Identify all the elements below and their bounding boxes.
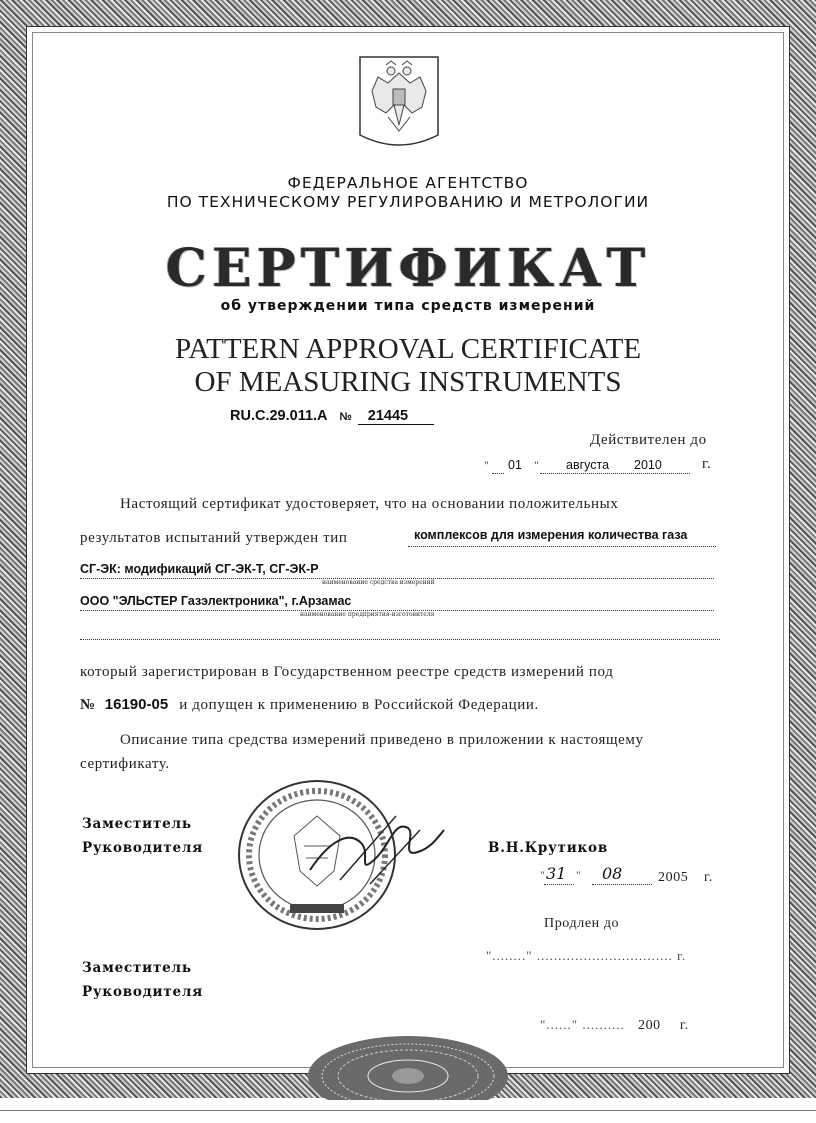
signatory-name: В.Н.Крутиков — [488, 840, 609, 856]
body-paragraph3-line2: сертификату. — [80, 756, 170, 772]
registry-line — [80, 694, 539, 714]
registry-number: 16190-05 — [104, 696, 169, 713]
body-paragraph1-line1: Настоящий сертификат удостоверяет, что на основании положительных — [120, 496, 619, 512]
second-signing-date-placeholder: "......" .......... — [540, 1017, 625, 1032]
signatory-role-line1: Заместитель — [82, 816, 192, 832]
second-signatory-role-line1: Заместитель — [82, 960, 192, 976]
caption-instrument: наименование средства измерений — [322, 579, 435, 586]
body-paragraph1-line2: результатов испытаний утвержден тип — [80, 530, 348, 546]
registry-number-sign: № — [80, 697, 96, 713]
certificate-subtitle-en-line1: PATTERN APPROVAL CERTIFICATE — [174, 333, 642, 365]
certificate-subtitle-en-line2: OF MEASURING INSTRUMENTS — [194, 366, 622, 398]
certificate-number-line — [230, 408, 434, 425]
second-signing-date — [540, 1014, 689, 1034]
agency-name-line2: ПО ТЕХНИЧЕСКОМУ РЕГУЛИРОВАНИЮ И МЕТРОЛОГИИ — [166, 193, 650, 211]
certificate-title: СЕРТИФИКАТ — [165, 238, 651, 299]
validity-year: 2010 — [634, 458, 662, 472]
signing-month: 08 — [602, 864, 623, 883]
signature-icon — [300, 800, 450, 890]
signing-day: 31 — [546, 864, 567, 883]
page-bottom-line — [0, 1110, 816, 1111]
registration-code: RU.C.29.011.A — [230, 408, 328, 424]
coat-of-arms-icon — [358, 55, 440, 155]
ornamental-rosette-icon — [305, 1030, 511, 1100]
extension-date: "........" ................................ г. — [486, 948, 687, 963]
number-sign: № — [339, 411, 352, 423]
signing-year: 2005 — [658, 870, 689, 885]
caption-manufacturer: наименование предприятия-изготовителя — [300, 611, 435, 618]
second-signing-year-suffix: г. — [679, 1018, 689, 1033]
validity-label: Действителен до — [590, 432, 707, 448]
manufacturer-name: ООО "ЭЛЬСТЕР Газэлектроника", г.Арзамас — [80, 594, 352, 608]
validity-month: августа — [566, 458, 610, 472]
validity-day: 01 — [508, 458, 522, 472]
validity-date: " 01 " августа 2010 г. — [484, 456, 712, 472]
body-paragraph2-line1: который зарегистрирован в Государственном реестре средств измерений под — [80, 664, 614, 680]
signing-date: " 31 " 08 2005 г. — [540, 864, 713, 885]
agency-name-line1: ФЕДЕРАЛЬНОЕ АГЕНТСТВО — [287, 174, 529, 192]
instrument-type-line1: комплексов для измерения количества газа — [414, 528, 688, 542]
certificate-subtitle-ru: об утверждении типа средств измерений — [220, 298, 596, 314]
second-signatory-role-line2: Руководителя — [82, 984, 203, 1000]
page-bottom — [0, 1100, 816, 1123]
second-signing-year-stub: 200 — [637, 1018, 661, 1033]
signatory-role-line2: Руководителя — [82, 840, 203, 856]
certificate-number: 21445 — [358, 408, 434, 425]
instrument-type-line2: СГ-ЭК: модификаций СГ-ЭК-Т, СГ-ЭК-Р — [80, 562, 319, 576]
validity-year-suffix: г. — [702, 456, 712, 472]
extension-label: Продлен до — [544, 916, 620, 931]
signing-year-suffix: г. — [704, 870, 713, 885]
body-paragraph3-line1: Описание типа средства измерений приведено в приложении к настоящему — [120, 732, 644, 748]
body-paragraph2-line2: и допущен к применению в Российской Федерации. — [179, 697, 539, 713]
